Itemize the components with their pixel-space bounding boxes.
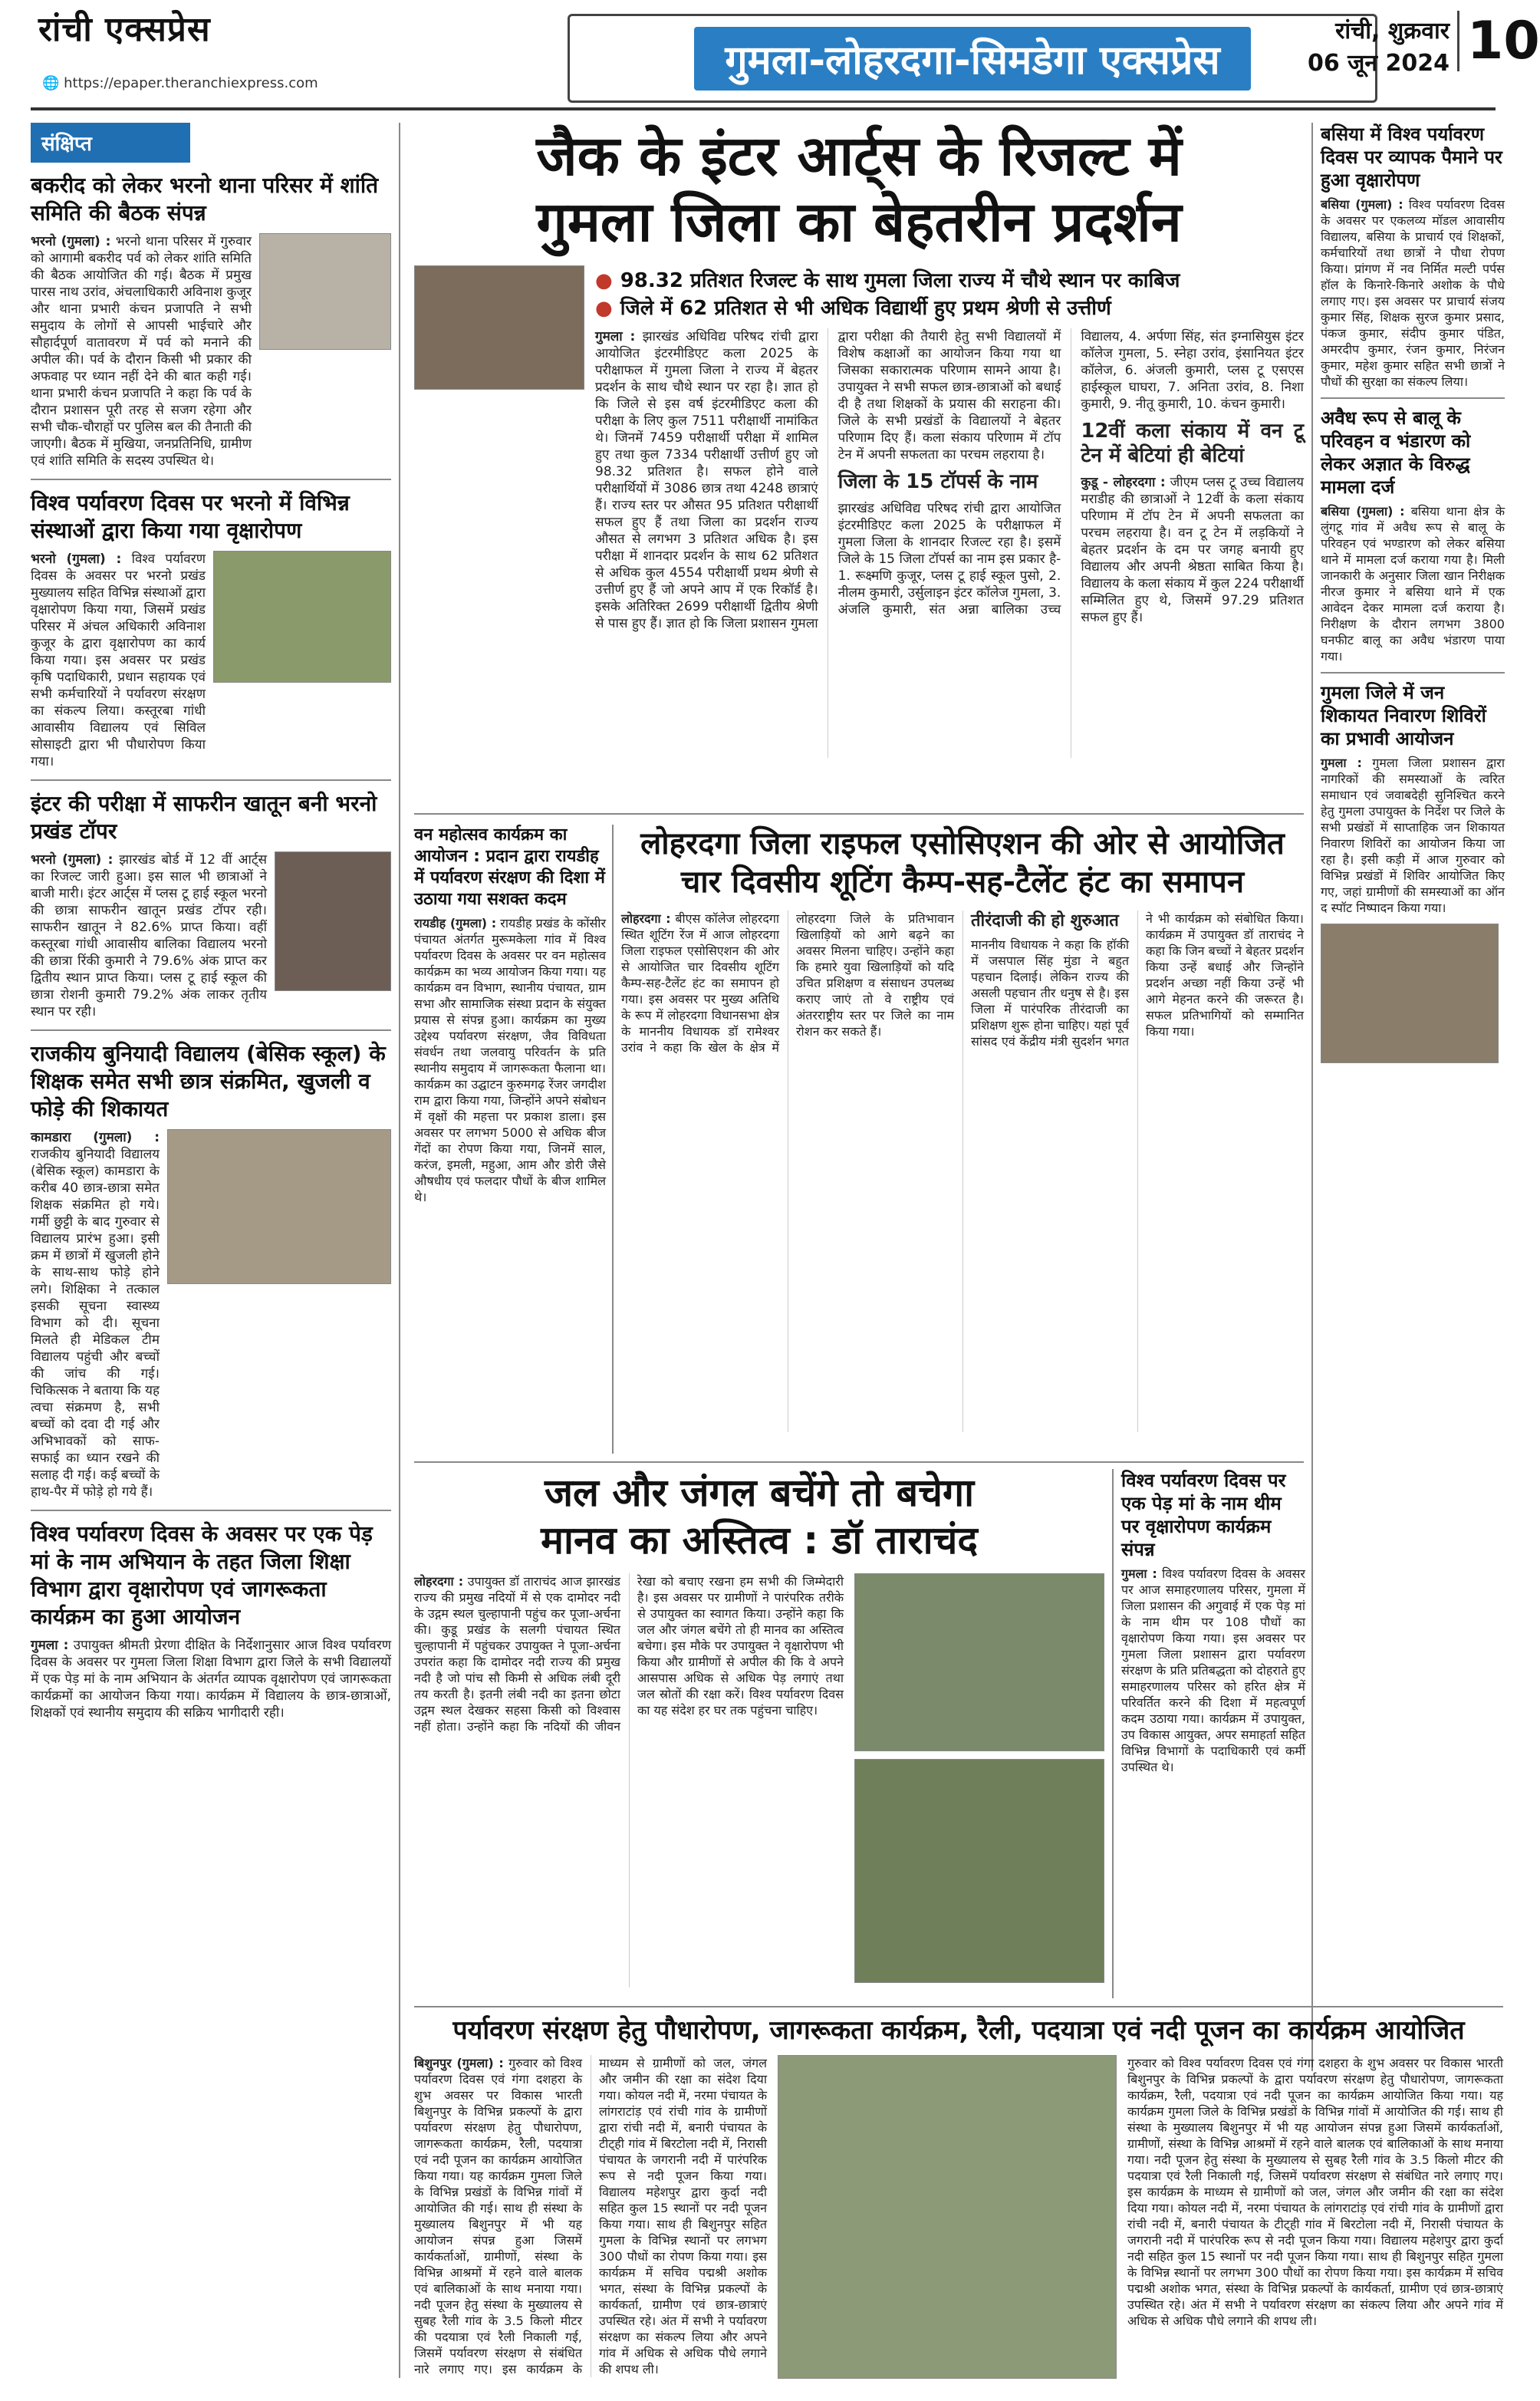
brief3-body bbox=[31, 851, 267, 1020]
girls-subhead: 12वीं कला संकाय में वन टू टेन में बेटियां ही बेटियां bbox=[1081, 420, 1304, 467]
grievance-camp-photo bbox=[1321, 924, 1499, 1063]
water-forest-body bbox=[414, 1573, 844, 1988]
section-rule bbox=[414, 1461, 1304, 1463]
right1-body bbox=[1321, 196, 1505, 390]
divider bbox=[1321, 672, 1505, 674]
brief4-text: राजकीय बुनियादी विद्यालय (बेसिक स्कूल) कामडारा के करीब 40 छात्र-छात्रा समेत शिक्षक संक्रमित हो गये। गर्मी छुट्टी के बाद गुरुवार से विद्यालय प्रारंभ हुआ। इसी क्रम में छात्रों में खुजली होने के साथ-साथ फोड़े होने लगे। शिक्षिका ने तत्काल इसकी सूचना स्वास्थ्य विभाग को दी। सूचना मिलते ही मेडिकल टीम विद्यालय पहुंची और बच्चों की जांच की गई। चिकित्सक ने बताया कि यह त्वचा संक्रमण है, सभी बच्चों को दवा दी गई और अभिभावकों को साफ-सफाई का ध्यान रखने की सलाह दी गई। कई बच्चों के हाथ-पैर में फोड़े हो गये हैं। bbox=[31, 1147, 160, 1500]
right-column bbox=[1321, 123, 1505, 2056]
brief1-dateline: भरनो (गुमला) : bbox=[31, 234, 111, 249]
lead-body-wrap bbox=[414, 265, 1304, 772]
archery-text: माननीय विधायक ने कहा कि हॉकी में जसपाल सिंह मुंडा ने बहुत पहचान दिलाई। लेकिन राज्य की असली पहचान तीर धनुष से है। इस जिला में पारंपरिक तीरंदाजी का प्रशिक्षण शुरू होना चाहिए। यहां पूर्व सांसद एवं केंद्रीय मंत्री सुदर्शन भगत ने भी कार्यक्रम को संबोधित किया। कार्यक्रम में उपायुक्त डॉ ताराचंद ने कहा कि जिन बच्चों ने बेहतर प्रदर्शन किया उन्हें बधाई और जिन्होंने प्रदर्शन अच्छा नहीं किया उन्हें भी आगे मेहनत करने की जरूरत है। सफल प्रतिभागियों को सम्मानित किया गया। bbox=[971, 911, 1304, 1049]
brief3-dateline: भरनो (गुमला) : bbox=[31, 852, 114, 868]
tree-planting-body bbox=[1121, 1566, 1305, 1775]
brief1-photo bbox=[259, 233, 391, 350]
brief3-headline: इंटर की परीक्षा में साफरीन खातून बनी भरनो प्रखंड टॉपर bbox=[31, 791, 377, 844]
lead-story bbox=[414, 123, 1304, 805]
brief4-block bbox=[31, 1129, 391, 1500]
van-mahotsav-headline: वन महोत्सव कार्यक्रम का आयोजन : प्रदान द्वारा रायडीह में पर्यावरण संरक्षण की दिशा में उठाया गया सशक्त कदम bbox=[414, 825, 605, 909]
divider bbox=[31, 479, 391, 480]
brief2-text: विश्व पर्यावरण दिवस के अवसर पर भरनो प्रखंड मुख्यालय सहित विभिन्न संस्थाओं द्वारा वृक्षारोपण किया गया, जिसमें प्रखंड परिसर में अंचल अधिकारी अविनाश कुजूर के द्वारा वृक्षारोपण का कार्य किया गया। इस अवसर पर प्रखंड कृषि पदाधिकारी, प्रधान सहायक एवं सभी कर्मचारियों ने पर्यावरण संरक्षण का संकल्प लिया। कस्तूरबा गांधी आवासीय विद्यालय एवं सिविल सोसाइटी द्वारा भी पौधारोपण किया गया। bbox=[31, 552, 206, 769]
water-forest-body-wrap bbox=[414, 1573, 1104, 1988]
epaper-url[interactable] bbox=[42, 75, 318, 91]
right2-headline: अवैध रूप से बालू के परिवहन व भंडारण को लेकर अज्ञात के विरुद्ध मामला दर्ज bbox=[1321, 407, 1471, 498]
right2-text: बसिया थाना क्षेत्र के लुंगटू गांव में अवैध रूप से बालू के परिवहन एवं भण्डारण को लेकर बसिया थाने में मामला दर्ज कराया गया है। मिली जानकारी के अनुसार जिला खान निरीक्षक नीरज कुमार ने बसिया थाने में एक आवेदन देकर मामला दर्ज कराया है। निरीक्षण के दौरान लगभग 3800 घनफीट बालू का अवैध भंडारण पाया गया। bbox=[1321, 504, 1505, 664]
brief3-block bbox=[31, 851, 391, 1020]
environment-program-text: गुरुवार को विश्व पर्यावरण दिवस एवं गंगा दशहरा के शुभ अवसर पर विकास भारती बिशुनपुर के विभिन्न प्रकल्पों के द्वारा पर्यावरण संरक्षण हेतु पौधारोपण, जागरूकता कार्यक्रम, रैली, पदयात्रा एवं नदी पूजन का कार्यक्रम आयोजित किया गया। यह कार्यक्रम गुमला जिले के विभिन्न प्रखंडों के विभिन्न गांवों में आयोजित की गई। साथ ही संस्था के मुख्यालय बिशुनपुर में भी यह आयोजन संपन्न हुआ जिसमें कार्यकर्ताओं, ग्रामीणों, संस्था के विभिन्न आश्रमों में रहने वाले बालक एवं बालिकाओं के साथ मनाया गया। नदी पूजन हेतु संस्था के मुख्यालय से सुबह रैली गांव के 3.5 किलो मीटर की पदयात्रा एवं रैली निकाली गई, जिसमें पर्यावरण संरक्षण से संबंधित नारे लगाए गए। इस कार्यक्रम के माध्यम से ग्रामीणों को जल, जंगल और जमीन की रक्षा का संदेश दिया गया। कोयल नदी में, नरमा पंचायत के लांगराटांड़ एवं रांची गांव के ग्रामीणों द्वारा रांची नदी में, बनारी पंचायत के टीट्ही गांव में बिरटोला नदी में, निरासी पंचायत के जगरानी नदी में पारंपरिक रूप से नदी पूजन किया गया। विद्यालय महेशपुर द्वारा कुर्दा नदी सहित कुल 15 स्थानों पर नदी पूजन किया गया। साथ ही बिशुनपुर सहित गुमला के विभिन्न स्थानों पर लगभग 300 पौधों का रोपण किया गया। इस कार्यक्रम में सचिव पद्मश्री अशोक भगत, संस्था के विभिन्न प्रकल्पों के कार्यकर्ता, ग्रामीण एवं छात्र-छात्राएं उपस्थित रहे। अंत में सभी ने पर्यावरण संरक्षण का संकल्प लिया और अपने गांव में अधिक से अधिक पौधे लगाने की शपथ ली। bbox=[414, 2056, 767, 2376]
van-mahotsav-body bbox=[414, 915, 606, 1205]
lead-headline-line1: जैक के इंटर आर्ट्स के रिजल्ट में bbox=[536, 124, 1182, 188]
shooting-camp-story bbox=[621, 825, 1304, 1454]
brief5-body bbox=[31, 1637, 391, 1721]
brief2-headline: विश्व पर्यावरण दिवस पर भरनो में विभिन्न संस्थाओं द्वारा किया गया वृक्षारोपण bbox=[31, 490, 350, 543]
lead-highlight-1: ● 98.32 प्रतिशत रिजल्ट के साथ गुमला जिला राज्य में चौथे स्थान पर काबिज bbox=[595, 265, 1304, 293]
water-forest-text: उपायुक्त डॉ ताराचंद आज झारखंड राज्य की प्रमुख नदियों में से एक दामोदर नदी के उद्गम स्थल चुल्हापानी पहुंच कर पूजा-अर्चना की। कुडू प्रखंड के सलगी पंचायत स्थित चुल्हापानी में पहुंचकर उपायुक्त ने पूजा-अर्चना उपरांत कहा कि दामोदर नदी राज्य की प्रमुख नदी है जो पांच सौ किमी से अधिक लंबी दूरी तय करती है। इतनी लंबी नदी का इतना छोटा उद्गम स्थल देखकर सहसा किसी को विश्वास नहीं होता। उन्होंने कहा कि नदियों की जीवन रेखा को बचाए रखना हम सभी की जिम्मेदारी है। इस अवसर पर ग्रामीणों ने पारंपरिक तरीके से उपायुक्त का स्वागत किया। उन्होंने कहा कि जल और जंगल बचेंगे तो ही मानव का अस्तित्व बचेगा। इस मौके पर उपायुक्त ने वृक्षारोपण भी किया और ग्रामीणों से अपील की कि वे अपने आसपास अधिक से अधिक पेड़ लगाएं तथा जल स्रोतों की रक्षा करें। विश्व पर्यावरण दिवस का यह संदेश हर घर तक पहुंचना चाहिए। bbox=[414, 1574, 844, 1734]
divider bbox=[1321, 397, 1505, 399]
column-divider bbox=[399, 123, 400, 2378]
environment-program-dateline: बिशुनपुर (गुमला) : bbox=[414, 2056, 504, 2070]
epaper-url-text: https://epaper.theranchiexpress.com bbox=[64, 75, 318, 91]
brief5-headline: विश्व पर्यावरण दिवस के अवसर पर एक पेड़ मां के नाम अभियान के तहत जिला शिक्षा विभाग द्वारा वृक्षारोपण एवं जागरूकता कार्यक्रम का हुआ आयोजन bbox=[31, 1521, 373, 1629]
brief-tag: संक्षिप्त bbox=[31, 123, 190, 163]
divider bbox=[31, 779, 391, 781]
tree-planting-text: विश्व पर्यावरण दिवस के अवसर पर आज समाहरणालय परिसर, गुमला में जिला प्रशासन की अगुवाई में एक पेड़ मां के नाम थीम पर 108 पौधों का वृक्षारोपण किया गया। इस अवसर पर गुमला जिला प्रशासन द्वारा पर्यावरण संरक्षण के प्रति प्रतिबद्धता को दोहराते हुए समाहरणालय परिसर को हरित क्षेत्र में परिवर्तित करने की दिशा में महत्वपूर्ण कदम उठाया गया। कार्यक्रम में उपायुक्त, उप विकास आयुक्त, अपर समाहर्ता सहित विभिन्न विभागों के पदाधिकारी एवं कर्मी उपस्थित थे। bbox=[1121, 1566, 1305, 1774]
environment-program-story bbox=[414, 2014, 1503, 2389]
right2-dateline: बसिया (गुमला) : bbox=[1321, 504, 1405, 519]
water-forest-dateline: लोहरदगा : bbox=[414, 1574, 464, 1589]
divider bbox=[31, 1029, 391, 1031]
brief1-block bbox=[31, 233, 391, 469]
shooting-headline-line1: लोहरदगा जिला राइफल एसोसिएशन की ओर से आयोजित bbox=[640, 826, 1285, 861]
right1-dateline: बसिया (गुमला) : bbox=[1321, 197, 1403, 212]
page-number: 10 bbox=[1457, 11, 1528, 71]
divider bbox=[31, 1510, 391, 1511]
lead-photo-col bbox=[414, 265, 583, 772]
edition-title: गुमला-लोहरदगा-सिमडेगा एक्सप्रेस bbox=[694, 27, 1250, 91]
lead-body bbox=[595, 328, 1304, 758]
water-forest-headline-line2: मानव का अस्तित्व : डॉ ताराचंद bbox=[541, 1518, 978, 1563]
right3-headline: गुमला जिले में जन शिकायत निवारण शिविरों का प्रभावी आयोजन bbox=[1321, 682, 1486, 749]
brief2-photo bbox=[213, 551, 391, 683]
lead-text-col bbox=[595, 265, 1304, 772]
lead-dateline: गुमला : bbox=[595, 329, 636, 344]
brief4-dateline: कामडारा (गुमला) : bbox=[31, 1130, 160, 1145]
water-forest-story bbox=[414, 1469, 1104, 1998]
brief1-body bbox=[31, 233, 252, 469]
brief5-dateline: गुमला : bbox=[31, 1638, 69, 1653]
section-rule bbox=[414, 2006, 1503, 2007]
right1-text: विश्व पर्यावरण दिवस के अवसर पर एकलव्य मॉडल आवासीय विद्यालय, बसिया के प्राचार्य एवं शिक्षकों, कर्मचारियों तथा छात्रों ने पौधा रोपण किया। प्रांगण में नव निर्मित मल्टी पर्पस हॉल के किनारे-किनारे अशोक के पौधे लगाए गए। इस अवसर पर प्राचार्य संजय कुमार सिंह, शिक्षक सुरज कुमार प्रसाद, पंकज कुमार, संदीप कुमार पंडित, अमरदीप कुमार, रंजन कुमार, निरंजन कुमार, महेश कुमार सहित सभी छात्रों ने पौधों की सुरक्षा का संकल्प लिया। bbox=[1321, 197, 1505, 389]
right3-dateline: गुमला : bbox=[1321, 756, 1362, 770]
toppers-text: झारखंड अधिविद्य परिषद रांची द्वारा आयोजित इंटरमीडिएट कला 2025 के परीक्षाफल में गुमला जिला के शानदार रिजल्ट रहा है। इसमें जिले के 15 जिला टॉपर्स का नाम इस प्रकार है- 1. रूक्ष्मणि कुजूर, प्लस टू हाई स्कूल पुसो, 2. नीलम कुमारी, उर्सुलाइन इंटर कॉलेज गुमला, 3. अंजलि कुमारी, संत अन्ना बालिका उच्च विद्यालय, 4. अर्पणा सिंह, संत इग्नासियुस इंटर कॉलेज गुमला, 5. स्नेहा उरांव, इंसानियत इंटर कॉलेज, 6. अंजली कुमारी, प्लस टू एसएस हाईस्कूल घाघरा, 7. अनिता उरांव, 8. निशा कुमारी, 9. नीतू कुमारी, 10. कंचन कुमारी। bbox=[837, 329, 1304, 618]
right3-text: गुमला जिला प्रशासन द्वारा नागरिकों की समस्याओं के त्वरित समाधान एवं जवाबदेही सुनिश्चित करने हेतु गुमला उपायुक्त के निर्देश पर जिले के सभी प्रखंडों में साप्ताहिक जन शिकायत निवारण शिविरों का आयोजन किया जा रहा है। इसी कड़ी में आज गुरुवार को विभिन्न प्रखंडों में शिविर आयोजित किए गए, जहां ग्रामीणों की समस्याओं का ऑन द स्पॉट निष्पादन किया गया। bbox=[1321, 756, 1505, 915]
topper-photo bbox=[275, 851, 391, 991]
right2-body bbox=[1321, 503, 1505, 664]
brief4-headline: राजकीय बुनियादी विद्यालय (बेसिक स्कूल) के शिक्षक समेत सभी छात्र संक्रमित, खुजली व फोड़े की शिकायत bbox=[31, 1041, 386, 1121]
brief2-block bbox=[31, 551, 391, 770]
archery-subhead: तीरंदाजी की हो शुरुआत bbox=[971, 911, 1119, 930]
environment-program-wrap bbox=[414, 2055, 1503, 2379]
lead-photo bbox=[414, 265, 584, 390]
shooting-body bbox=[621, 911, 1304, 1432]
globe-icon: 🌐 bbox=[42, 75, 64, 91]
van-mahotsav-text: रायडीह प्रखंड के कोंसीर पंचायत अंतर्गत मुरूमकेला गांव में विश्व पर्यावरण दिवस के अवसर पर वन महोत्सव कार्यक्रम का भव्य आयोजन किया गया। यह कार्यक्रम वन विभाग, स्थानीय पंचायत, ग्राम सभा और सामाजिक संस्था प्रदान के संयुक्त प्रयास से संपन्न हुआ। कार्यक्रम का मुख्य उद्देश्य पर्यावरण संरक्षण, जैव विविधता संवर्धन तथा जलवायु परिवर्तन के प्रति स्थानीय समुदाय में जागरूकता फैलाना था। कार्यक्रम का उद्घाटन कुरुमगढ़ रेंजर जगदीश राम द्वारा किया गया, जिन्होंने अपने संबोधन में वृक्षों की महत्ता पर प्रकाश डाला। इस अवसर पर लगभग 5000 से अधिक बीज गेंदों का रोपण किया गया, जिनमें साल, करंज, इमली, महुआ, आम और डोरी जैसे औषधीय एवं फलदार पौधों के बीज शामिल थे। bbox=[414, 916, 606, 1204]
tree-planting-dateline: गुमला : bbox=[1121, 1566, 1157, 1581]
water-forest-photos bbox=[854, 1573, 1104, 1988]
column-divider bbox=[1112, 1469, 1114, 1998]
environment-program-headline: पर्यावरण संरक्षण हेतु पौधारोपण, जागरूकता कार्यक्रम, रैली, पदयात्रा एवं नदी पूजन का कार्यक्रम आयोजित bbox=[452, 2015, 1465, 2046]
city-day: रांची, शुक्रवार bbox=[1335, 18, 1450, 44]
girls-dateline: कुडू - लोहरदगा : bbox=[1081, 475, 1166, 490]
brief3-text: झारखंड बोर्ड में 12 वीं आर्ट्स का रिजल्ट जारी हुआ। इस साल भी छात्राओं ने बाजी मारी। इंटर आर्ट्स में प्लस टू हाई स्कूल भरनो की छात्रा साफरीन खातून प्रखंड टॉपर रही। साफरीन खातून ने 82.6% प्राप्त किया। वहीं कस्तूरबा गांधी आवासीय बालिका विद्यालय भरनो की छात्रा रिंकी कुमारी ने 79.6% अंक प्राप्त कर द्वितीय स्थान प्राप्त किया। प्लस टू हाई स्कूल की छात्रा रोशनी कुमारी 79.2% अंक लाकर तृतीय स्थान पर रही। bbox=[31, 852, 267, 1019]
brief2-dateline: भरनो (गुमला) : bbox=[31, 552, 122, 567]
dateline bbox=[1265, 15, 1450, 80]
brief1-text: भरनो थाना परिसर में गुरुवार को आगामी बकरीद पर्व को लेकर शांति समिति की बैठक आयोजित की गई। बैठक में प्रमुख पारस नाथ उरांव, अंचलाधिकारी अविनाश कुजूर और थाना प्रभारी कंचन प्रजापति ने सभी समुदाय के लोगों से आपसी भाईचारे और सौहार्दपूर्ण वातावरण में पर्व को मनाने की अपील की। पर्व के दौरान किसी भी प्रकार की अफवाह पर ध्यान नहीं देने की बात कही गई। थाना प्रभारी कंचन प्रजापति ने कहा कि पर्व के दौरान प्रशासन पूरी तरह से सजग रहेगा और सभी चौक-चौराहों पर पुलिस बल की तैनाती की जाएगी। बैठक में मुखिया, जनप्रतिनिधि, ग्रामीण एवं शांति समिति के सदस्य उपस्थित थे। bbox=[31, 234, 252, 469]
brief1-headline: बकरीद को लेकर भरनो थाना परिसर में शांति समिति की बैठक संपन्न bbox=[31, 173, 379, 226]
header-rule bbox=[31, 107, 1496, 110]
rally-photo bbox=[778, 2055, 1117, 2379]
page-header bbox=[0, 0, 1540, 107]
brief4-body bbox=[31, 1129, 160, 1500]
lead-headline-line2: गुमला जिला का बेहतरीन प्रदर्शन bbox=[536, 189, 1182, 254]
right1-headline: बसिया में विश्व पर्यावरण दिवस पर व्यापक पैमाने पर हुआ वृक्षारोपण bbox=[1321, 124, 1502, 191]
environment-program-body-right bbox=[1127, 2055, 1503, 2377]
brief2-body bbox=[31, 551, 206, 770]
van-mahotsav-dateline: रायडीह (गुमला) : bbox=[414, 916, 497, 930]
brief5-text: उपायुक्त श्रीमती प्रेरणा दीक्षित के निर्देशानुसार आज विश्व पर्यावरण दिवस के अवसर पर गुमला जिला शिक्षा विभाग द्वारा जिले के सभी विद्यालयों में एक पेड़ मां के नाम अभियान के अंतर्गत व्यापक वृक्षारोपण एवं जागरूकता कार्यक्रमों का आयोजन किया गया। कार्यक्रम में विद्यालय के छात्र-छात्राओं, शिक्षकों एवं स्थानीय समुदाय की सक्रिय भागीदारी रही। bbox=[31, 1638, 391, 1721]
water-forest-headline-line1: जल और जंगल बचेंगे तो बचेगा bbox=[544, 1471, 975, 1515]
water-forest-photo-1 bbox=[854, 1573, 1104, 1751]
left-column bbox=[31, 123, 391, 2378]
issue-date: 06 जून 2024 bbox=[1307, 50, 1450, 77]
shooting-text: बीएस कॉलेज लोहरदगा स्थित शूटिंग रेंज में आज लोहरदगा जिला राइफल एसोसिएशन की ओर से आयोजित चार दिवसीय शूटिंग कैम्प-सह-टैलेंट हंट का समापन हो गया। इस अवसर पर मुख्य अतिथि के रूप में लोहरदगा विधानसभा क्षेत्र के माननीय विधायक डॉ रामेश्वर उरांव ने कहा कि खेल के क्षेत्र में लोहरदगा जिले के प्रतिभावान खिलाड़ियों को आगे बढ़ने का अवसर मिलना चाहिए। उन्होंने कहा कि हमारे युवा खिलाड़ियों को यदि उचित प्रशिक्षण व संसाधन उपलब्ध कराए जाएं तो वे राष्ट्रीय एवं अंतरराष्ट्रीय स्तर पर जिले का नाम रोशन कर सकते हैं। bbox=[621, 911, 954, 1055]
tree-planting-story bbox=[1121, 1469, 1305, 1998]
column-divider bbox=[1311, 123, 1313, 2071]
van-mahotsav-story bbox=[414, 825, 606, 1454]
lead-highlight-2: ● जिले में 62 प्रतिशत से भी अधिक विद्यार्थी हुए प्रथम श्रेणी से उत्तीर्ण bbox=[595, 293, 1304, 321]
shooting-headline-line2: चार दिवसीय शूटिंग कैम्प-सह-टैलेंट हंट का समापन bbox=[680, 865, 1245, 900]
girls-text: जीएम प्लस टू उच्च विद्यालय मराडीह की छात्राओं ने 12वीं के कला संकाय परिणाम में टॉप टेन में अपनी सफलता का परचम लहराया है। वन टू टेन में लड़कियों ने बेहतर प्रदर्शन के दम पर जगह बनायी हुए विद्यालय और अपनी श्रेष्ठता साबित किया है। विद्यालय के कला संकाय में कुल 224 परीक्षार्थी सम्मिलित हुए थे, जिसमें 97.29 प्रतिशत सफल हुए हैं। bbox=[1081, 475, 1304, 625]
column-divider bbox=[612, 825, 614, 1454]
lead-text: झारखंड अधिविद्य परिषद रांची द्वारा आयोजित इंटरमीडिएट कला 2025 के परीक्षाफल में गुमला जिला ने राज्य में बेहतर प्रदर्शन के साथ चौथे स्थान पर रहा है। ज्ञात हो कि जिले से इस वर्ष इंटरमीडिएट कला की परीक्षा के लिए कुल 7511 परीक्षार्थी नामांकित थे। जिनमें 7459 परीक्षार्थी परीक्षा में शामिल हुए तथा कुल 7334 परीक्षार्थी उत्तीर्ण हुए जो 98.32 प्रतिशत है। सफल होने वाले परीक्षार्थियों में 3086 छात्र तथा 4248 छात्राएं हैं। राज्य स्तर पर औसत 95 प्रतिशत परीक्षार्थी सफल हुए हैं तथा जिला का प्रदर्शन राज्य औसत से लगभग 3 प्रतिशत अधिक है। इस परीक्षा में शानदार प्रदर्शन के साथ 62 प्रतिशत से अधिक कुल 4554 परीक्षार्थी प्रथम श्रेणी से उत्तीर्ण हुए हैं जो अपने आप में एक रिकॉर्ड है। इसके अतिरिक्त 2699 परीक्षार्थी द्वितीय श्रेणी से पास हुए हैं। ज्ञात हो कि जिला प्रशासन गुमला द्वारा परीक्षा की तैयारी हेतु सभी विद्यालयों में विशेष कक्षाओं का आयोजन किया गया था जिसका सकारात्मक परिणाम सामने आया है। उपायुक्त ने सभी सफल छात्र-छात्राओं को बधाई दी है तथा शिक्षकों के प्रयास की सराहना की। जिले के सभी प्रखंडों के विद्यालयों ने बेहतर परिणाम दिए हैं। कला संकाय परिणाम में टॉप टेन में अपनी सफलता का परचम लहराया है। bbox=[595, 329, 1061, 631]
edition-banner bbox=[568, 14, 1377, 103]
brief4-photo bbox=[167, 1129, 391, 1284]
right3-body bbox=[1321, 755, 1505, 916]
water-forest-photo-2 bbox=[854, 1759, 1104, 1983]
masthead: रांची एक्सप्रेस bbox=[38, 10, 211, 49]
environment-program-body-left bbox=[414, 2055, 767, 2377]
section-rule bbox=[414, 813, 1304, 815]
environment-program-text-cont: गुरुवार को विश्व पर्यावरण दिवस एवं गंगा दशहरा के शुभ अवसर पर विकास भारती बिशुनपुर के विभिन्न प्रकल्पों के द्वारा पर्यावरण संरक्षण हेतु पौधारोपण, जागरूकता कार्यक्रम, रैली, पदयात्रा एवं नदी पूजन का कार्यक्रम आयोजित किया गया। यह कार्यक्रम गुमला जिले के विभिन्न प्रखंडों के विभिन्न गांवों में आयोजित की गई। साथ ही संस्था के मुख्यालय बिशुनपुर में भी यह आयोजन संपन्न हुआ जिसमें कार्यकर्ताओं, ग्रामीणों, संस्था के विभिन्न आश्रमों में रहने वाले बालक एवं बालिकाओं के साथ मनाया गया। नदी पूजन हेतु संस्था के मुख्यालय से सुबह रैली गांव के 3.5 किलो मीटर की पदयात्रा एवं रैली निकाली गई, जिसमें पर्यावरण संरक्षण से संबंधित नारे लगाए गए। इस कार्यक्रम के माध्यम से ग्रामीणों को जल, जंगल और जमीन की रक्षा का संदेश दिया गया। कोयल नदी में, नरमा पंचायत के लांगराटांड़ एवं रांची गांव के ग्रामीणों द्वारा रांची नदी में, बनारी पंचायत के टीट्ही गांव में बिरटोला नदी में, निरासी पंचायत के जगरानी नदी में पारंपरिक रूप से नदी पूजन किया गया। विद्यालय महेशपुर द्वारा कुर्दा नदी सहित कुल 15 स्थानों पर नदी पूजन किया गया। साथ ही बिशुनपुर सहित गुमला के विभिन्न स्थानों पर लगभग 300 पौधों का रोपण किया गया। इस कार्यक्रम में सचिव पद्मश्री अशोक भगत, संस्था के विभिन्न प्रकल्पों के कार्यकर्ता, ग्रामीण एवं छात्र-छात्राएं उपस्थित रहे। अंत में सभी ने पर्यावरण संरक्षण का संकल्प लिया और अपने गांव में अधिक से अधिक पौधे लगाने की शपथ ली। bbox=[1127, 2056, 1503, 2328]
tree-planting-headline: विश्व पर्यावरण दिवस पर एक पेड़ मां के नाम थीम पर वृक्षारोपण कार्यक्रम संपन्न bbox=[1121, 1470, 1286, 1560]
shooting-dateline: लोहरदगा : bbox=[621, 911, 671, 926]
toppers-subhead: जिला के 15 टॉपर्स के नाम bbox=[837, 470, 1038, 493]
